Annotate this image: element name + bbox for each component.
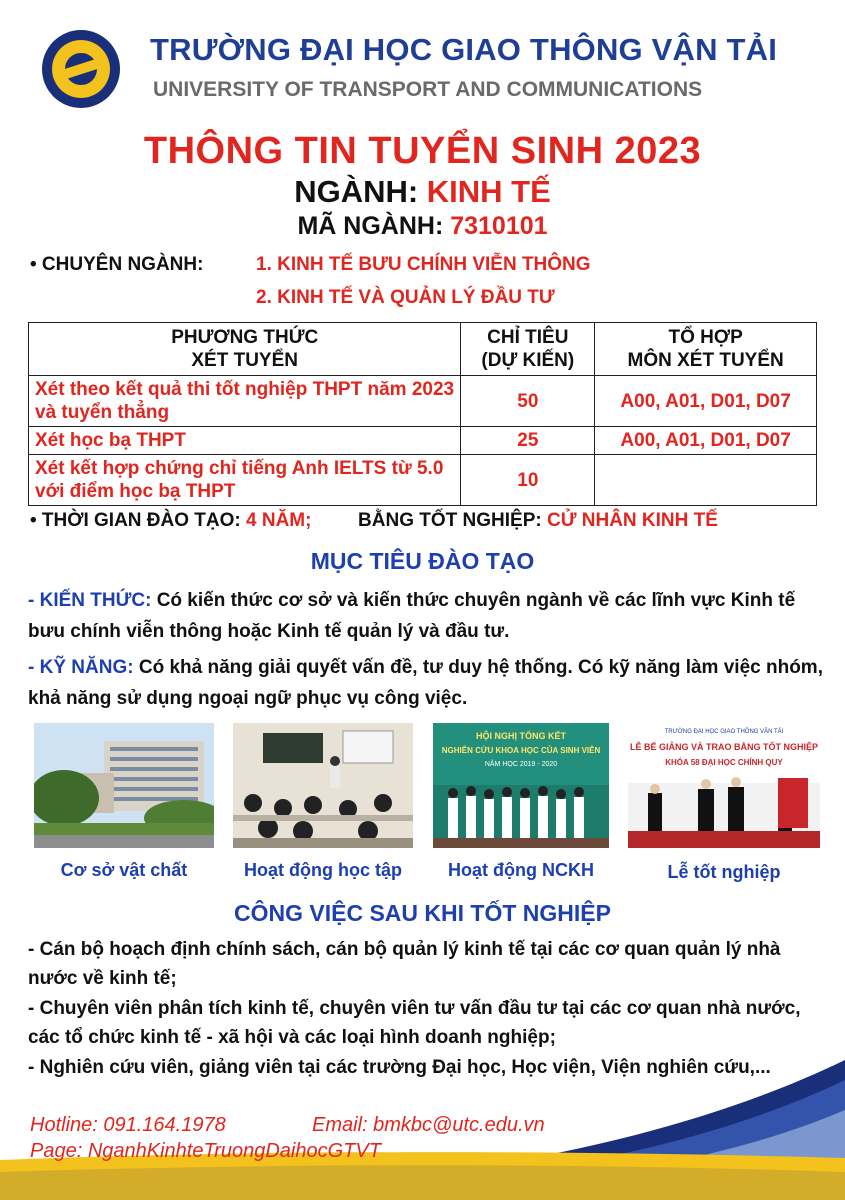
grad-banner-line2: KHÓA 58 ĐẠI HỌC CHÍNH QUY <box>665 758 783 767</box>
photo-research-conference <box>433 723 609 848</box>
goals-heading: MỤC TIÊU ĐÀO TẠO <box>310 548 535 574</box>
subjects-cell: A00, A01, D01, D07 <box>595 427 817 455</box>
table-row <box>29 427 817 455</box>
major-code <box>0 212 845 241</box>
footer-page[interactable]: Page: NganhKinhteTruongDaihocGTVT <box>30 1140 381 1162</box>
education-info <box>30 510 718 532</box>
photo-classroom <box>233 723 413 848</box>
footer-hotline[interactable]: Hotline: 091.164.1978 <box>30 1114 226 1136</box>
major-label: NGÀNH: <box>294 174 427 209</box>
quota-cell: 25 <box>461 427 595 455</box>
careers-heading: CÔNG VIỆC SAU KHI TỐT NGHIỆP <box>234 900 611 926</box>
header-method: PHƯƠNG THỨC XÉT TUYỂN <box>29 323 461 376</box>
major-code-label: MÃ NGÀNH: <box>297 212 451 240</box>
skills-text: Có khả năng giải quyết vấn đề, tư duy hệ thống. Có kỹ năng làm việc nhóm, khả năng sử dụng ngoại ngữ phục vụ công việc. <box>28 657 823 709</box>
skills-paragraph <box>28 652 823 714</box>
header-quota: CHỈ TIÊU (DỰ KIẾN) <box>461 323 595 376</box>
caption-graduation: Lễ tốt nghiệp <box>667 862 781 882</box>
header-subjects: TỔ HỢP MÔN XÉT TUYỂN <box>595 323 817 376</box>
university-name-vn: TRƯỜNG ĐẠI HỌC GIAO THÔNG VẬN TẢI <box>150 32 778 67</box>
caption-classroom: Hoạt động học tập <box>244 860 402 880</box>
nckh-banner-line1: HỘI NGHỊ TỔNG KẾT <box>476 731 566 741</box>
photo-graduation <box>628 723 820 848</box>
university-logo <box>42 30 120 108</box>
photo-campus <box>34 723 214 848</box>
career-item-2: - Chuyên viên phân tích kinh tế, chuyên viên tư vấn đầu tư tại các cơ quan nhà nước, các tổ chức kinh tế - xã hội và các loại hình doanh nghiệp; <box>28 998 801 1048</box>
admission-table <box>28 322 817 506</box>
specialization-item-2: 2. KINH TẾ VÀ QUẢN LÝ ĐẦU TƯ <box>256 287 555 308</box>
subjects-cell <box>595 455 817 506</box>
table-row <box>29 455 817 506</box>
method-cell: Xét học bạ THPT <box>29 427 461 455</box>
grad-banner-line1: LỄ BẾ GIẢNG VÀ TRAO BẰNG TỐT NGHIỆP <box>629 742 819 752</box>
major-heading <box>0 174 845 210</box>
nckh-banner-line3: NĂM HỌC 2019 - 2020 <box>484 761 558 768</box>
table-header-row <box>29 323 817 376</box>
grad-banner-line0: TRƯỜNG ĐẠI HỌC GIAO THÔNG VẬN TẢI <box>664 729 784 735</box>
method-cell: Xét kết hợp chứng chỉ tiếng Anh IELTS từ 5.0 với điểm học bạ THPT <box>29 455 461 506</box>
table-row <box>29 376 817 427</box>
quota-cell: 10 <box>461 455 595 506</box>
quota-cell: 50 <box>461 376 595 427</box>
caption-research: Hoạt động NCKH <box>448 860 594 880</box>
subjects-cell: A00, A01, D01, D07 <box>595 376 817 427</box>
footer-email[interactable]: Email: bmkbc@utc.edu.vn <box>312 1114 545 1136</box>
method-cell: Xét theo kết quả thi tốt nghiệp THPT năm 2023 và tuyển thẳng <box>29 376 461 427</box>
nckh-banner-line2: NGHIÊN CỨU KHOA HỌC CỦA SINH VIÊN <box>441 746 601 755</box>
career-item-3: - Nghiên cứu viên, giảng viên tại các trường Đại học, Học viện, Viện nghiên cứu,... <box>28 1057 771 1078</box>
page-title: THÔNG TIN TUYỂN SINH 2023 <box>143 130 702 172</box>
knowledge-paragraph <box>28 585 823 647</box>
duration-label: • THỜI GIAN ĐÀO TẠO: <box>30 510 247 531</box>
degree-label: BẰNG TỐT NGHIỆP: <box>358 510 547 531</box>
university-name-en: UNIVERSITY OF TRANSPORT AND COMMUNICATIONS <box>153 78 703 101</box>
specialization-label: • CHUYÊN NGÀNH: <box>30 254 204 275</box>
duration-value: 4 NĂM; <box>246 510 312 531</box>
career-item-1: - Cán bộ hoạch định chính sách, cán bộ quản lý kinh tế tại các cơ quan quản lý nhà nước về kinh tế; <box>28 939 781 989</box>
major-value: KINH TẾ <box>426 174 551 209</box>
caption-campus: Cơ sở vật chất <box>60 860 188 880</box>
major-code-value: 7310101 <box>450 212 548 240</box>
knowledge-label: - KIẾN THỨC: <box>28 590 152 611</box>
knowledge-text: Có kiến thức cơ sở và kiến thức chuyên ngành về các lĩnh vực Kinh tế bưu chính viễn thông hoặc Kinh tế quản lý và đầu tư. <box>28 590 796 642</box>
specialization-item-1: 1. KINH TẾ BƯU CHÍNH VIỄN THÔNG <box>256 254 591 275</box>
skills-label: - KỸ NĂNG: <box>28 657 134 678</box>
degree-value: CỬ NHÂN KINH TẾ <box>546 510 718 531</box>
